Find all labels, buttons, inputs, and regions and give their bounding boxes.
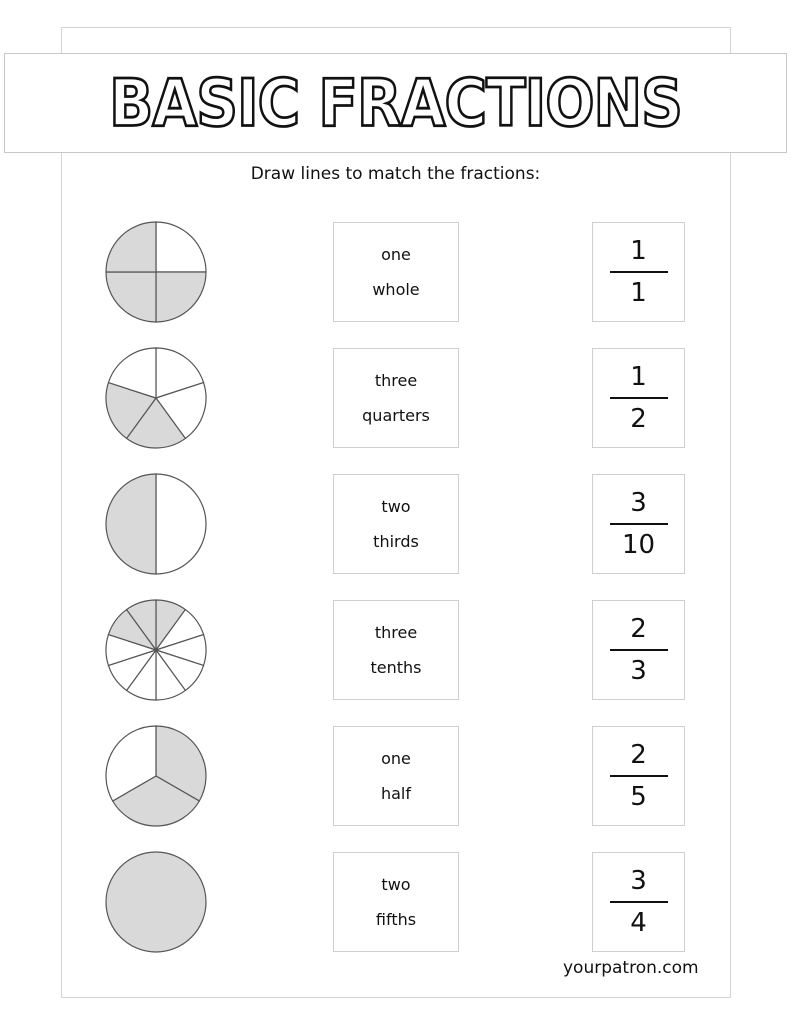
- fraction-box: [592, 348, 685, 448]
- circle-slice: [106, 474, 156, 574]
- numerator: 1: [630, 236, 647, 266]
- fraction-circle: [104, 724, 208, 828]
- fraction-bar: [610, 901, 668, 903]
- word-line: tenths: [370, 658, 422, 677]
- circle-slice: [106, 222, 156, 272]
- denominator: 2: [630, 404, 647, 434]
- word-line: fifths: [375, 910, 417, 929]
- word-line: three: [374, 623, 418, 642]
- word-line: thirds: [373, 532, 419, 551]
- fraction-bar: [610, 649, 668, 651]
- fraction-circle: [104, 346, 208, 450]
- word-line: three: [374, 371, 418, 390]
- fraction-box: [592, 474, 685, 574]
- word-box: [333, 852, 459, 952]
- word-box: [333, 348, 459, 448]
- circle-slice: [106, 852, 206, 952]
- fraction-bar: [610, 775, 668, 777]
- word-line: one: [381, 245, 411, 264]
- word-box: [333, 726, 459, 826]
- denominator: 3: [630, 656, 647, 686]
- fraction-box: [592, 726, 685, 826]
- word-line: half: [380, 784, 412, 803]
- denominator: 4: [630, 908, 647, 938]
- footer-site: yourpatron.com: [563, 958, 699, 978]
- fraction-box: [592, 600, 685, 700]
- numerator: 1: [630, 362, 647, 392]
- word-line: whole: [372, 280, 420, 299]
- circle-slice: [106, 272, 156, 322]
- fraction-bar: [610, 271, 668, 273]
- word-line: one: [381, 749, 411, 768]
- fraction-bar: [610, 397, 668, 399]
- fraction-box: [592, 222, 685, 322]
- word-line: quarters: [362, 406, 430, 425]
- word-box: [333, 474, 459, 574]
- fraction-circle: [104, 598, 208, 702]
- word-line: two: [381, 875, 411, 894]
- fraction-bar: [610, 523, 668, 525]
- fraction-circle: [104, 472, 208, 576]
- denominator: 1: [630, 278, 647, 308]
- word-line: two: [381, 497, 411, 516]
- fraction-circle: [104, 850, 208, 954]
- circle-slice: [156, 474, 206, 574]
- fraction-box: [592, 852, 685, 952]
- circle-slice: [156, 222, 206, 272]
- numerator: 3: [630, 866, 647, 896]
- instruction-text: Draw lines to match the fractions:: [250, 164, 541, 184]
- denominator: 5: [630, 782, 647, 812]
- fraction-circle: [104, 220, 208, 324]
- numerator: 3: [630, 488, 647, 518]
- word-box: [333, 222, 459, 322]
- word-box: [333, 600, 459, 700]
- page-title: BASIC FRACTIONS: [109, 64, 682, 142]
- numerator: 2: [630, 740, 647, 770]
- denominator: 10: [621, 530, 656, 560]
- title-banner: [4, 53, 787, 153]
- circle-slice: [156, 272, 206, 322]
- numerator: 2: [630, 614, 647, 644]
